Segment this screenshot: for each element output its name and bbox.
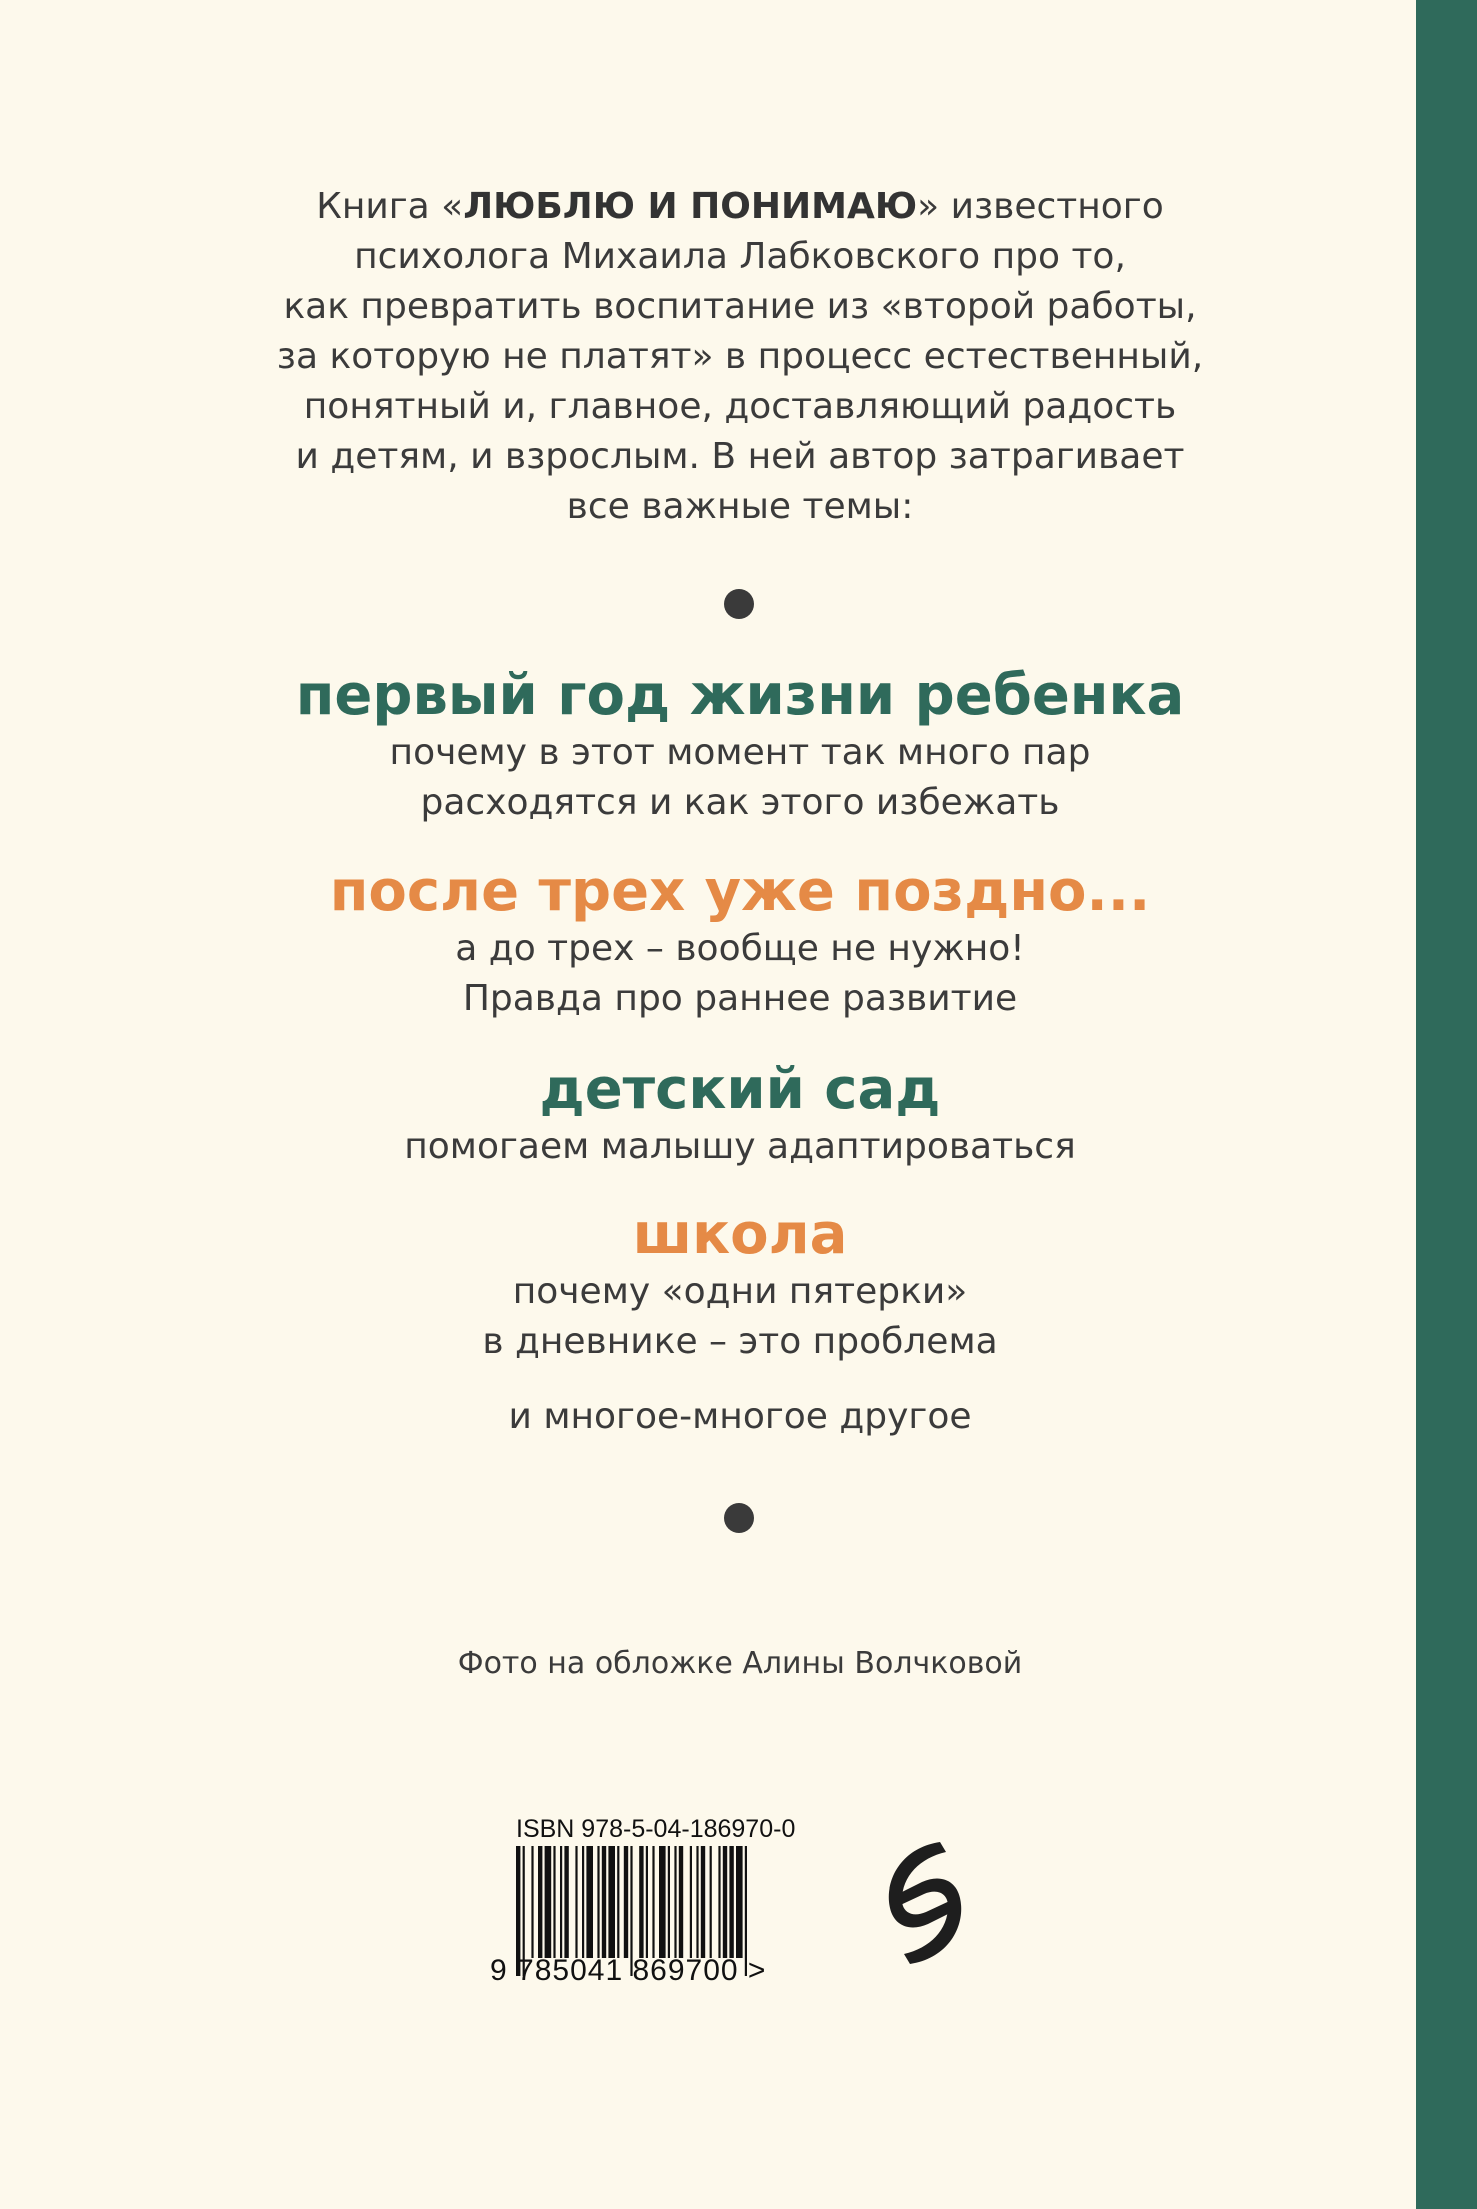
barcode-bar <box>617 1846 619 1958</box>
topic-title: первый год жизни ребенка <box>295 663 1185 728</box>
barcode-bar <box>690 1846 692 1958</box>
intro-line: как превратить воспитание из «второй работы, <box>283 286 1197 327</box>
topic-kindergarten <box>160 1058 1320 1172</box>
barcode-bar <box>553 1846 555 1958</box>
topic-desc-line: а до трех – вообще не нужно! <box>455 928 1025 969</box>
book-title: ЛЮБЛЮ И ПОНИМАЮ <box>463 186 918 227</box>
topic-desc-line: Правда про раннее развитие <box>462 978 1018 1019</box>
isbn-label: ISBN 978-5-04-186970-0 <box>516 1815 796 1843</box>
barcode-bar <box>696 1846 698 1958</box>
barcode-bar <box>582 1846 584 1958</box>
divider-dot-top <box>724 589 754 619</box>
barcode-bar <box>586 1846 593 1958</box>
barcode-bar <box>679 1846 683 1958</box>
barcode-bar <box>652 1846 654 1958</box>
barcode-bar <box>564 1846 568 1958</box>
intro-line: за которую не платят» в процесс естественный, <box>276 336 1204 377</box>
topic-title: после трех уже поздно... <box>329 859 1151 924</box>
barcode-bar <box>701 1846 705 1958</box>
barcode-bar <box>608 1846 615 1958</box>
topic-desc-line: почему «одни пятерки» <box>512 1271 968 1312</box>
topic-desc-line: расходятся и как этого избежать <box>420 782 1060 823</box>
barcode-bar <box>736 1846 743 1958</box>
barcode-bar <box>639 1846 643 1958</box>
intro-line-0: Книга «ЛЮБЛЮ И ПОНИМАЮ» известного <box>316 186 1164 227</box>
divider-dot-bottom <box>724 1503 754 1533</box>
barcode-bar <box>602 1846 606 1958</box>
intro-line: и детям, и взрослым. В ней автор затрагивает <box>295 436 1185 477</box>
intro-line: все важные темы: <box>566 486 914 527</box>
intro-line: психолога Михаила Лабковского про то, <box>354 236 1126 277</box>
barcode-bar <box>718 1846 720 1958</box>
barcode-bar <box>668 1846 670 1958</box>
barcode-bar <box>646 1846 648 1958</box>
barcode-bar <box>674 1846 676 1958</box>
topic-title: школа <box>632 1202 848 1267</box>
intro-paragraph <box>160 182 1320 532</box>
barcode-bar <box>597 1846 599 1958</box>
topic-desc-line: в дневнике – это проблема <box>482 1321 998 1362</box>
book-spine-stripe <box>1416 0 1477 2209</box>
barcode-digits: 9 785041 869700 > <box>490 1954 767 1987</box>
topic-desc-line: почему в этот момент так много пар <box>389 732 1091 773</box>
barcode-bar <box>538 1846 542 1958</box>
and-much-more: и многое-многое другое <box>508 1396 972 1437</box>
topic-title: детский сад <box>539 1057 941 1122</box>
barcode-bar <box>723 1846 727 1958</box>
barcode-bar <box>531 1846 533 1958</box>
photo-credit: Фото на обложке Алины Волчковой <box>457 1646 1023 1681</box>
barcode-bar <box>560 1846 562 1958</box>
barcode-bar <box>659 1846 666 1958</box>
topic-after-three <box>160 860 1320 1024</box>
barcode-bar <box>545 1846 552 1958</box>
publisher-logo-icon <box>880 1836 970 1970</box>
topic-first-year <box>160 664 1320 828</box>
topic-school <box>160 1203 1320 1367</box>
barcode-bar <box>624 1846 628 1958</box>
barcode-bar <box>729 1846 733 1958</box>
barcode-bar <box>710 1846 712 1958</box>
topic-desc-line: помогаем малышу адаптироваться <box>404 1126 1076 1167</box>
intro-line: понятный и, главное, доставляющий радость <box>303 386 1177 427</box>
barcode-bar <box>575 1846 577 1958</box>
